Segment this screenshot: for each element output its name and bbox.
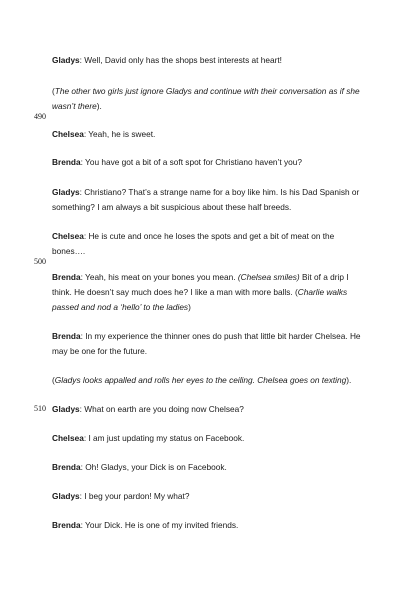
- dialogue-text: : Well, David only has the shops best interests at heart!: [79, 55, 282, 65]
- dialogue-line: [52, 329, 364, 359]
- speaker-name: Brenda: [52, 331, 81, 341]
- bracket-open: (: [52, 86, 55, 96]
- line-number: 510: [34, 404, 46, 413]
- speaker-name: Gladys: [52, 491, 80, 501]
- dialogue-line: [52, 53, 364, 68]
- dialogue-line: [52, 489, 364, 504]
- dialogue-text: : What on earth are you doing now Chelsea?: [79, 404, 244, 414]
- dialogue-line: [52, 155, 364, 170]
- direction-text: The other two girls just ignore Gladys and continue with their conversation as if she wasn’t there: [52, 86, 360, 111]
- dialogue-line: [52, 402, 364, 417]
- bracket-close: ): [188, 302, 191, 312]
- bracket-close: ).: [96, 101, 102, 111]
- speaker-name: Brenda: [52, 520, 81, 530]
- dialogue-line: [52, 229, 364, 259]
- direction-text: Gladys looks appalled and rolls her eyes to the ceiling. Chelsea goes on texting: [54, 375, 347, 385]
- dialogue-text: : Christiano? That’s a strange name for a boy like him. Is his Dad Spanish or something? I am always a bit suspicious about these half breeds.: [52, 187, 360, 212]
- direction-text: Charlie walks passed and nod a ‘hello’ to the ladies: [52, 287, 348, 312]
- speaker-name: Gladys: [52, 55, 80, 65]
- dialogue-line: [52, 270, 364, 315]
- speaker-name: Brenda: [52, 272, 81, 282]
- speaker-name: Gladys: [52, 404, 80, 414]
- dialogue-text: : I am just updating my status on Facebook.: [83, 433, 245, 443]
- speaker-name: Chelsea: [52, 433, 84, 443]
- bracket-open: (: [52, 375, 55, 385]
- dialogue-text: : I beg your pardon! My what?: [79, 491, 190, 501]
- dialogue-text: : You have got a bit of a soft spot for Christiano haven’t you?: [80, 157, 302, 167]
- dialogue-text: Bit of a drip I think. He doesn’t say much does he? I like a man with more balls. (: [52, 272, 349, 297]
- dialogue-line: [52, 460, 364, 475]
- dialogue-text: : He is cute and once he loses the spots and get a bit of meat on the bones….: [52, 231, 335, 256]
- dialogue-text: : Oh! Gladys, your Dick is on Facebook.: [80, 462, 227, 472]
- line-number: 500: [34, 257, 46, 266]
- dialogue-line: [52, 185, 364, 215]
- dialogue-line: [52, 431, 364, 446]
- speaker-name: Brenda: [52, 462, 81, 472]
- dialogue-text: : Your Dick. He is one of my invited friends.: [80, 520, 239, 530]
- dialogue-line: [52, 518, 364, 533]
- speaker-name: Chelsea: [52, 129, 84, 139]
- line-number: 490: [34, 112, 46, 121]
- direction-text: (Chelsea smiles): [237, 272, 300, 282]
- stage-direction: [52, 373, 364, 388]
- speaker-name: Gladys: [52, 187, 80, 197]
- bracket-close: ).: [346, 375, 352, 385]
- dialogue-text: : Yeah, his meat on your bones you mean.: [80, 272, 238, 282]
- dialogue-text: : In my experience the thinner ones do push that little bit harder Chelsea. He may be one for the future.: [52, 331, 361, 356]
- dialogue-line: [52, 127, 364, 142]
- speaker-name: Chelsea: [52, 231, 84, 241]
- dialogue-text: : Yeah, he is sweet.: [83, 129, 156, 139]
- stage-direction: [52, 84, 364, 114]
- speaker-name: Brenda: [52, 157, 81, 167]
